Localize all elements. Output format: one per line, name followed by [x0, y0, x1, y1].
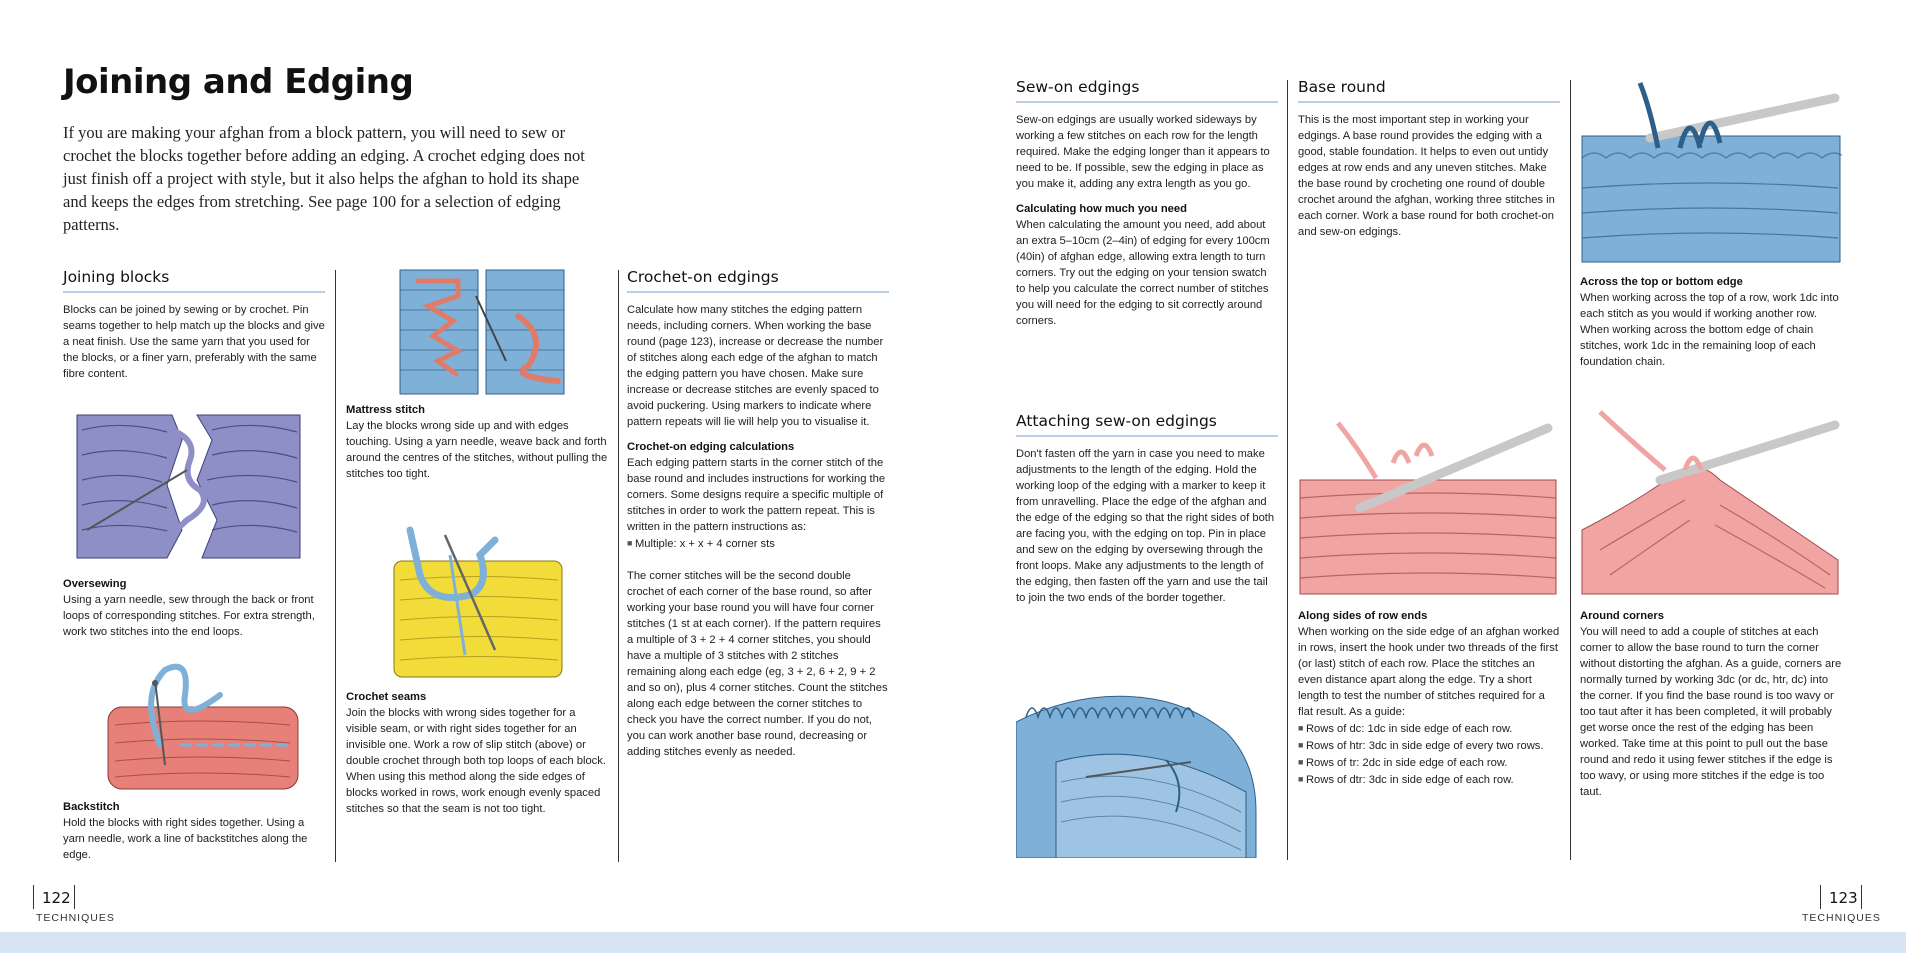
attaching-heading: Attaching sew-on edgings: [1016, 412, 1278, 437]
multiple-bullet: ■ Multiple: x + x + 4 corner sts: [627, 535, 889, 552]
attaching-edging-illustration: [1016, 672, 1278, 858]
oversewing-illustration: [72, 410, 304, 562]
backstitch-illustration: [100, 655, 305, 795]
intro-paragraph: If you are making your afghan from a block pattern, you will need to sew or crochet the blocks together before adding an edging. A crochet edging does not just finish off a project with style, but it also helps the afghan to hold its shape and keeps the edges from stretching. See page 100 for a selection of edging patterns.: [63, 123, 585, 234]
column-divider: [1570, 80, 1571, 860]
base-round-heading: Base round: [1298, 78, 1560, 103]
crochet-on-text: Calculate how many stitches the edging pattern needs, including corners. When working the base round (page 123), increase or decrease the number of stitches along each edge of the afghan to match the edging pattern you have chosen. Make sure increase or decrease stitches are evenly spaced to avoid puckering. Using markers to indicate where pattern repeats will lie will help you to visualise it.: [627, 304, 884, 428]
base-round-section: [1298, 78, 1560, 240]
right-page-number: 123: [1829, 889, 1858, 907]
row-guide-item: ■ Rows of htr: 3dc in side edge of every two rows.: [1298, 737, 1560, 754]
crochet-on-edgings-section: [627, 268, 889, 760]
crochet-seams-text: Join the blocks with wrong sides together for a visible seam, or with right sides together for an invisible one. Work a row of slip stitch (above) or double crochet through both top loops of each block. When using this method along the side edges of blocks worked in rows, work enough evenly spaced stitches so that the seam is not too tight.: [346, 707, 606, 815]
along-sides-label: Along sides of row ends: [1298, 610, 1428, 622]
oversewing-text: Using a yarn needle, sew through the back or front loops of corresponding stitches. For extra strength, work two stitches into the end loops.: [63, 594, 315, 638]
backstitch-label: Backstitch: [63, 801, 120, 813]
joining-blocks-section: [63, 268, 325, 382]
row-guide-item: ■ Rows of tr: 2dc in side edge of each row.: [1298, 754, 1560, 771]
along-sides-block: [1298, 608, 1560, 788]
sew-on-text: Sew-on edgings are usually worked sideways by working a few stitches on each row for the length required. Make the edging longer than it appears to need to be. If possible, sew the edging in place as you make it, adding any extra length as you go.: [1016, 114, 1270, 190]
around-corners-illustration: [1580, 410, 1842, 596]
row-guide-item: ■ Rows of dc: 1dc in side edge of each row.: [1298, 720, 1560, 737]
column-divider: [335, 270, 336, 862]
row-guide-item: ■ Rows of dtr: 3dc in side edge of each row.: [1298, 771, 1560, 788]
across-top-block: [1580, 274, 1842, 370]
joining-blocks-text: Blocks can be joined by sewing or by crochet. Pin seams together to help match up the blocks and give a neat finish. Use the same yarn that you used for the blocks, or a finer yarn, preferably with the same fibre content.: [63, 304, 325, 380]
crochet-on-edgings-heading: Crochet-on edgings: [627, 268, 889, 293]
left-section-label: TECHNIQUES: [36, 912, 115, 924]
around-corners-label: Around corners: [1580, 610, 1664, 622]
across-top-text: When working across the top of a row, work 1dc into each stitch as you would if working another row. When working across the bottom edge of chain stitches, work 1dc in the remaining loop of each foundation chain.: [1580, 292, 1839, 368]
along-sides-illustration: [1298, 418, 1560, 596]
crochet-seams-block: [346, 689, 608, 817]
around-corners-text: You will need to add a couple of stitches at each corner to allow the base round to turn the corner without distorting the afghan. As a guide, corners are normally turned by working 3dc (or dc, htr, dc) into the corner. If you find the base round is too wavy or too taut after it has been completed, it will probably get worse once the rest of the edging has been worked. Take time at this point to pull out the base round and redo it using fewer stitches if the edge is too wavy, or using more stitches if the edge is too taut.: [1580, 626, 1842, 798]
joining-blocks-heading: Joining blocks: [63, 268, 325, 293]
crochet-on-calc-label: Crochet-on edging calculations: [627, 441, 795, 453]
attaching-text: Don't fasten off the yarn in case you need to make adjustments to the length of the edging. Hold the working loop of the edging with a marker to keep it from unravelling. Place the edge of the afghan and the edge of the edging so that the right sides of both are facing you, with the edging on top. Pin in place and sew on the edging by oversewing through the front loops. Make any adjustments to the length of the edging, then fasten off the yarn and use the tail to join the two ends of the border together.: [1016, 448, 1275, 604]
multiple-list: [627, 535, 889, 552]
around-corners-block: [1580, 608, 1842, 800]
page-title: Joining and Edging: [63, 62, 414, 102]
bottom-band: [0, 932, 1906, 953]
mattress-stitch-text: Lay the blocks wrong side up and with edges touching. Using a yarn needle, weave back and forth around the centres of the stitches, without pulling the stitches too tight.: [346, 420, 608, 480]
crochet-on-calc-text: Each edging pattern starts in the corner stitch of the base round and includes instructions for working the corners. Some designs require a specific multiple of stitches in order to work the pattern repeat. This is written in the pattern instructions as:: [627, 457, 886, 533]
across-top-label: Across the top or bottom edge: [1580, 276, 1743, 288]
crochet-seams-illustration: [390, 525, 570, 685]
calculating-label: Calculating how much you need: [1016, 203, 1187, 215]
crochet-seams-label: Crochet seams: [346, 691, 427, 703]
attaching-sew-on-section: [1016, 412, 1278, 606]
backstitch-block: [63, 799, 325, 863]
row-guide-list: [1298, 720, 1560, 788]
sew-on-edgings-section: [1016, 78, 1278, 329]
across-top-illustration: [1580, 78, 1842, 264]
mattress-stitch-block: [346, 402, 608, 482]
column-divider: [618, 270, 619, 862]
mattress-stitch-label: Mattress stitch: [346, 404, 425, 416]
corner-stitches-text: The corner stitches will be the second double crochet of each corner of the base round, so after working your base round you will have four corner stitches (1 st at each corner). If the pattern requires a multiple of 3 + 2 + 4 corner stitches, you should have a multiple of 3 stitches with 2 stitches remaining along each edge (eg, 3 + 2, 6 + 2, 9 + 2 and so on), plus 4 corner stitches. Count the stitches along each edge between the corner stitches to check you have the correct number. If you do not, you can work another base round, decreasing or adding stitches evenly as needed.: [627, 570, 888, 758]
along-sides-text: When working on the side edge of an afghan worked in rows, insert the hook under two threads of the first (or last) stitch of each row. Place the stitches an even distance apart along the edge. Try a short length to test the number of stitches required for a flat result. As a guide:: [1298, 626, 1560, 718]
oversewing-label: Oversewing: [63, 578, 127, 590]
column-divider: [1287, 80, 1288, 860]
oversewing-block: [63, 576, 325, 640]
left-page-number: 122: [42, 889, 71, 907]
calculating-text: When calculating the amount you need, add about an extra 5–10cm (2–4in) of edging for every 100cm (40in) of afghan edge, allowing extra length to turn corners. Try out the edging on your tension swatch to help you calculate the correct number of stitches you will need for the edging to sit correctly around corners.: [1016, 219, 1270, 327]
backstitch-text: Hold the blocks with right sides together. Using a yarn needle, work a line of backstitches along the edge.: [63, 817, 308, 861]
right-section-label: TECHNIQUES: [1802, 912, 1881, 924]
base-round-text: This is the most important step in working your edgings. A base round provides the edging with a good, stable foundation. It helps to even out untidy edges at row ends and any uneven stitches. Make the base round by crocheting one round of double crochet around the afghan, working three stitches in each corner. Work a base round for both crochet-on and sew-on edgings.: [1298, 114, 1555, 238]
sew-on-edgings-heading: Sew-on edgings: [1016, 78, 1278, 103]
mattress-stitch-illustration: [398, 266, 566, 398]
